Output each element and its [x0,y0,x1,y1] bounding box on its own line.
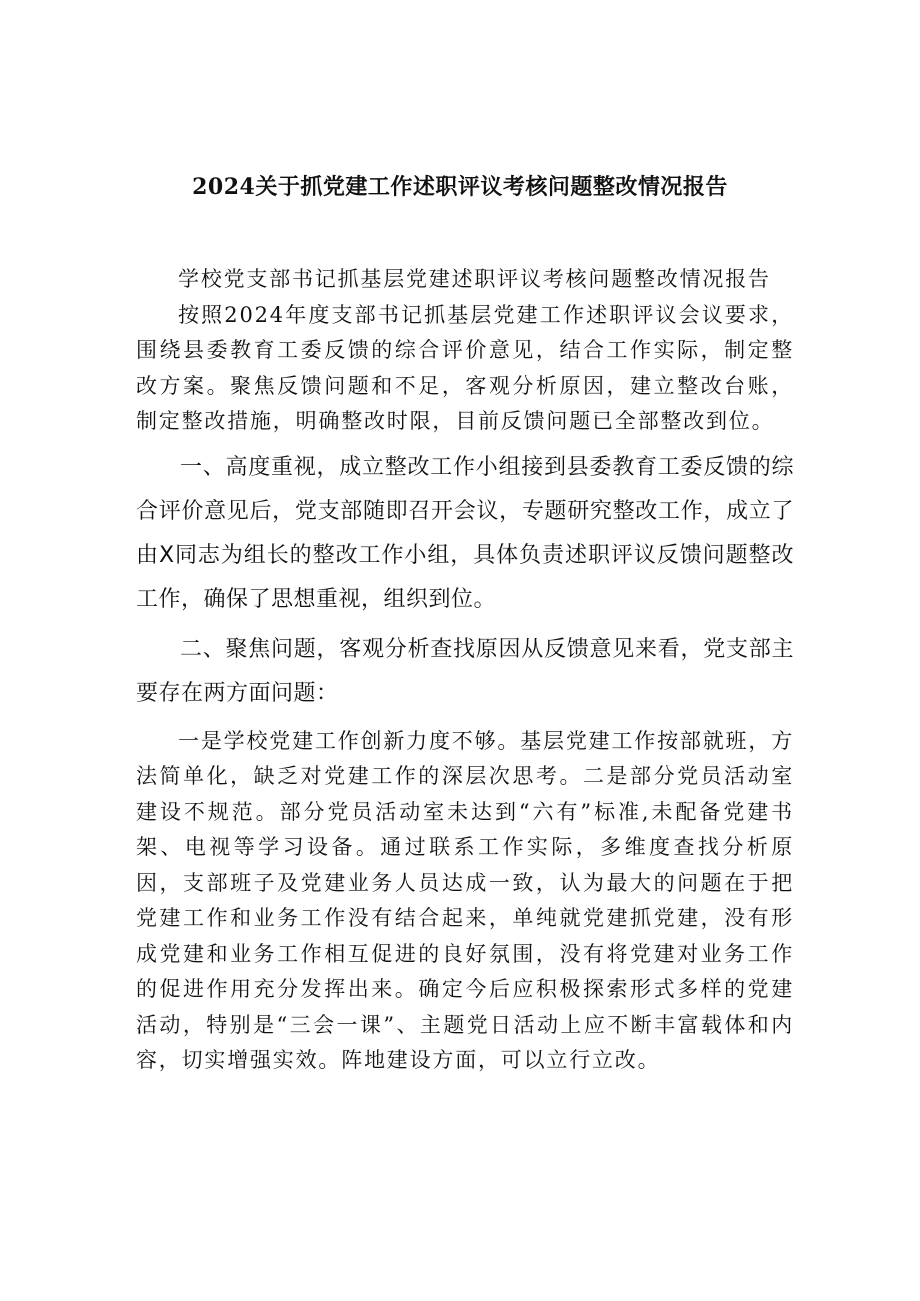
paragraph-section-two: 二、聚焦问题，客观分析查找原因从反馈意见来看，党支部主要存在两方面问题： [136,636,794,706]
paragraph-subtitle: 学校党支部书记抓基层党建述职评议考核问题整改情况报告 [178,267,771,291]
paragraph-problems: 一是学校党建工作创新力度不够。基层党建工作按部就班，方法简单化，缺乏对党建工作的深层次思考。二是部分党员活动室建设不规范。部分党员活动室未达到“六有”标准,未配备党建书架、电视等学习设备。通过联系工作实际，多维度查找分析原因，支部班子及党建业务人员达成一致，认为最大的问题在于把党建工作和业务工作没有结合起来，单纯就党建抓党建，没有形成党建和业务工作相互促进的良好氛围，没有将党建对业务工作的促进作用充分发挥出来。确定今后应积极探索形式多样的党建活动，特别是“三会一课”、主题党日活动上应不断丰富载体和内容，切实增强实效。阵地建设方面，可以立行立改。 [136,728,794,1072]
paragraph-section-one: 一、高度重视，成立整改工作小组接到县委教育工委反馈的综合评价意见后，党支部随即召开会议，专题研究整改工作，成立了由X同志为组长的整改工作小组，具体负责述职评议反馈问题整改工作，确保了思想重视，组织到位。 [136,454,794,612]
document-body [136,262,794,1079]
paragraph-intro: 按照2024年度支部书记抓基层党建工作述职评议会议要求，围绕县委教育工委反馈的综合评价意见，结合工作实际，制定整改方案。聚焦反馈问题和不足，客观分析原因，建立整改台账，制定整改措施，明确整改时限，目前反馈问题已全部整改到位。 [136,302,794,433]
document-title: 2024关于抓党建工作述职评议考核问题整改情况报告 [192,174,728,200]
